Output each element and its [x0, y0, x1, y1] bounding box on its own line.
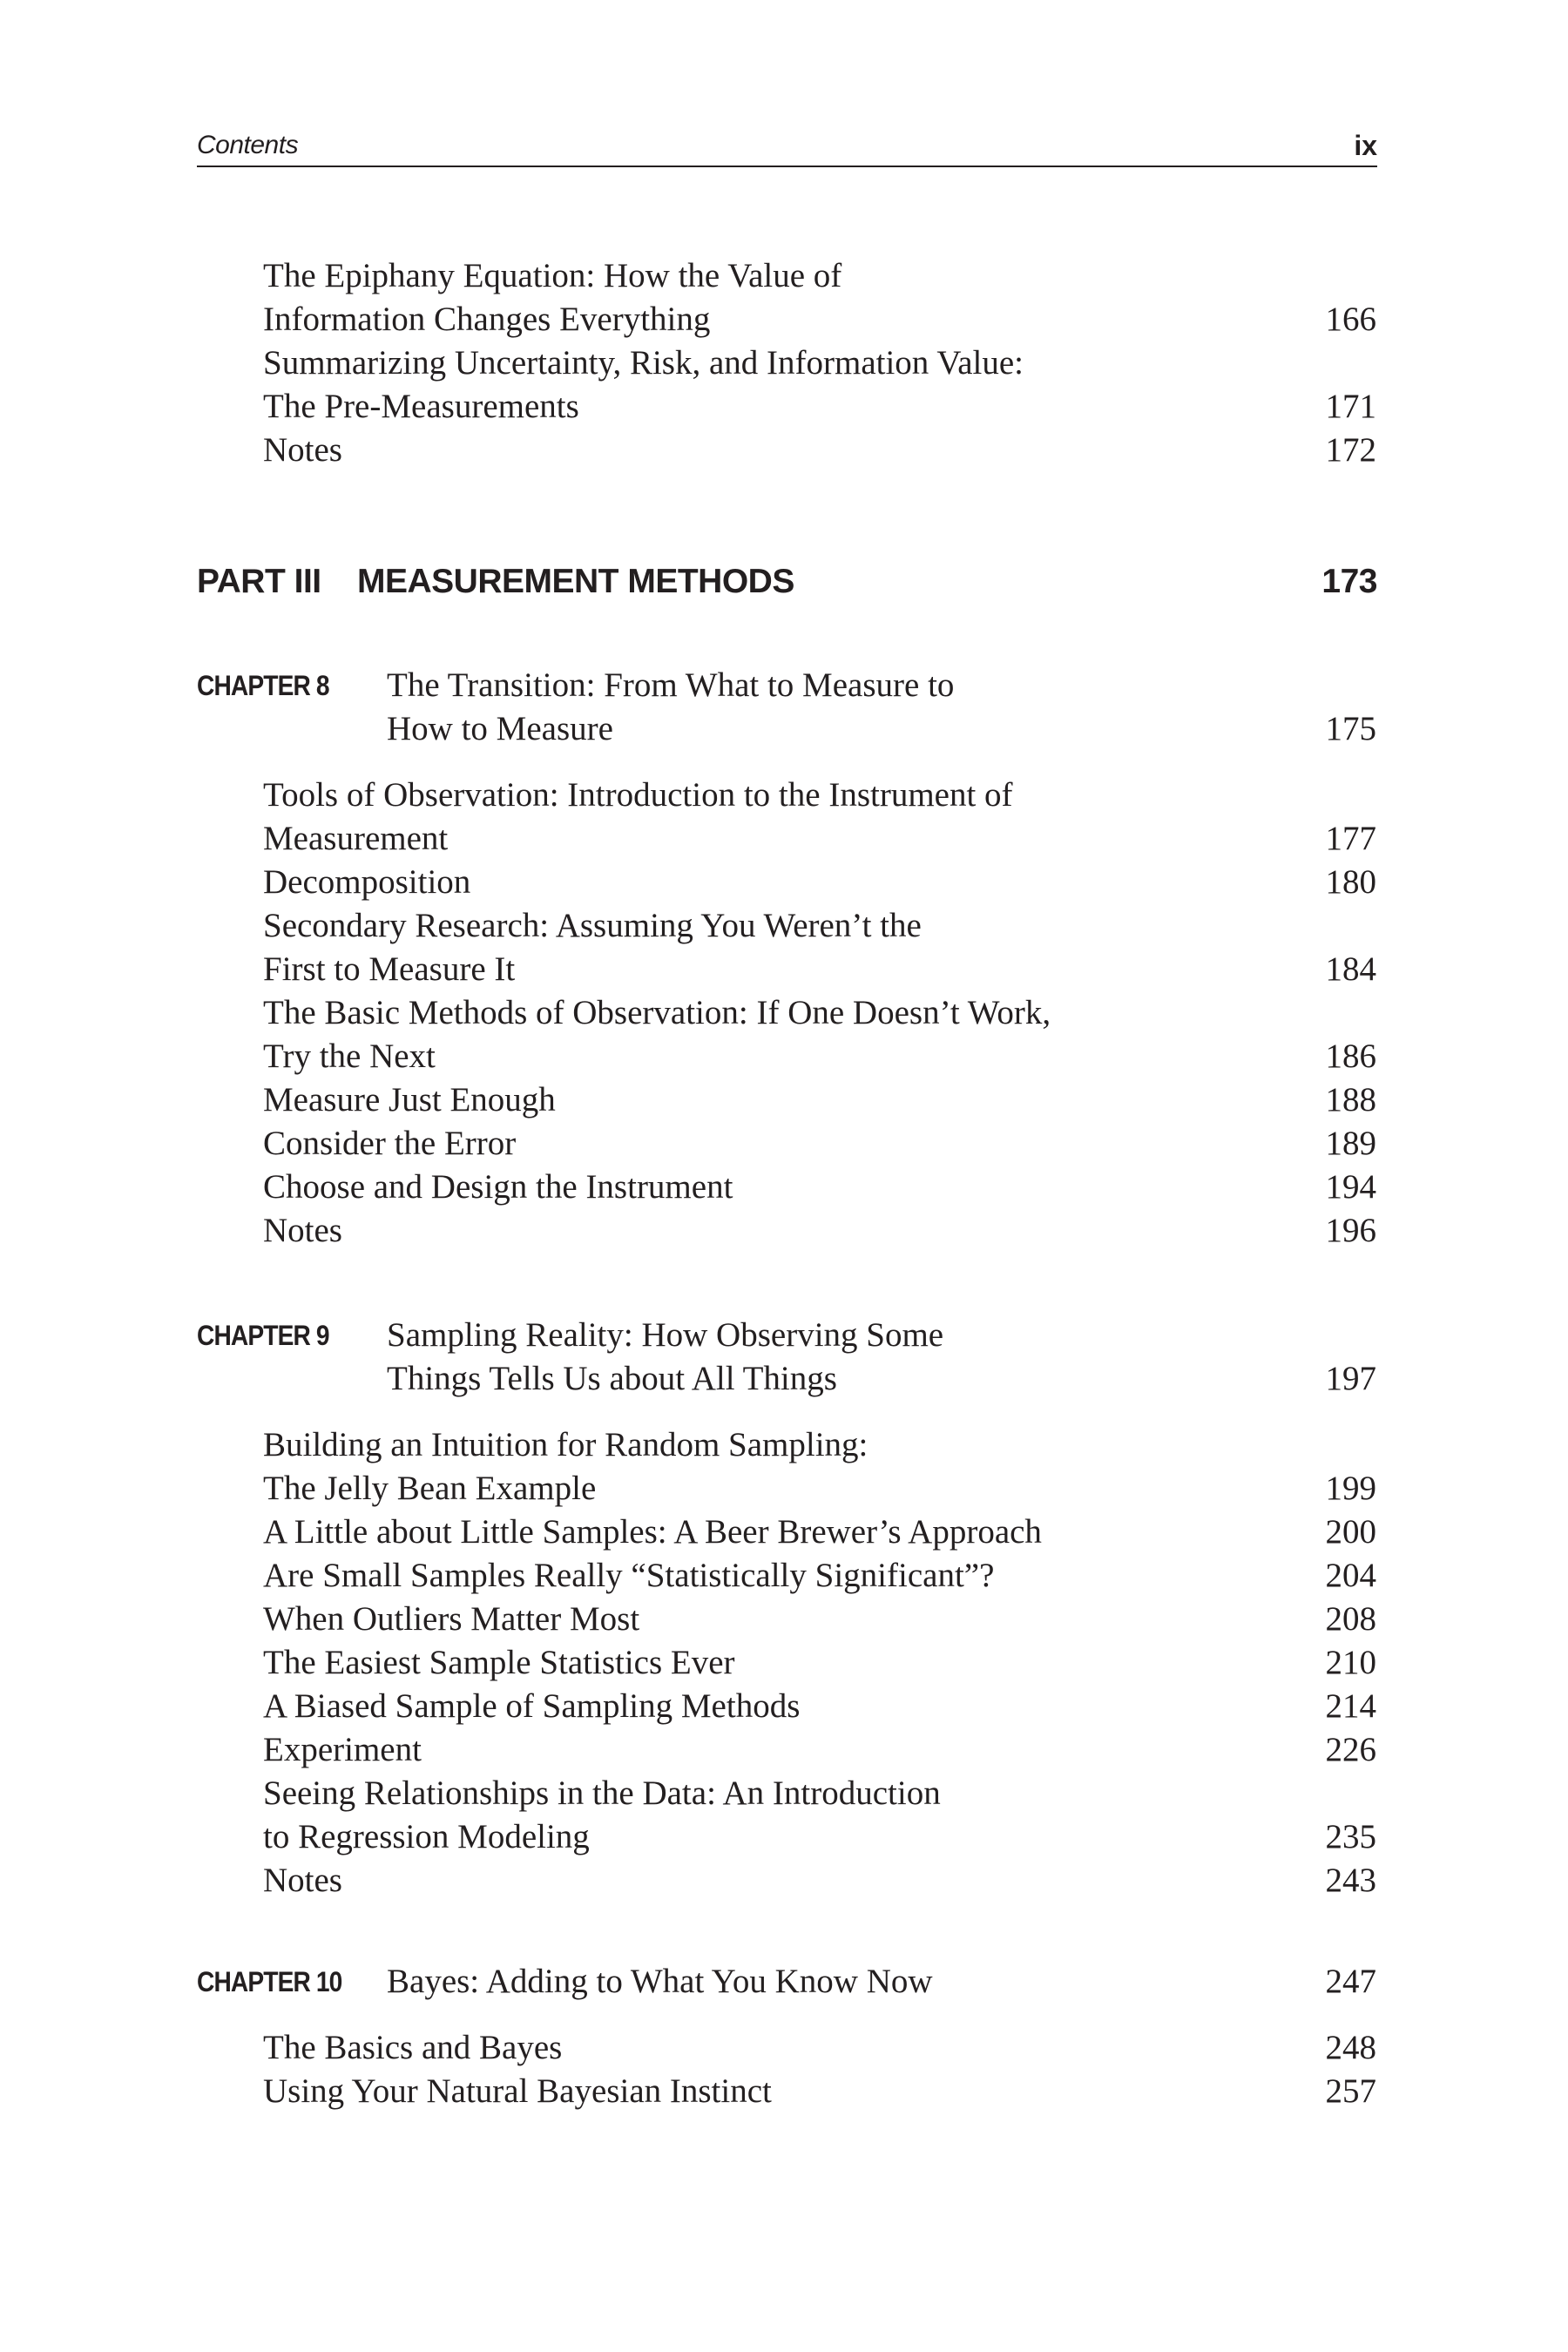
- entry-page-number: 166: [1325, 301, 1376, 338]
- entry-page-number: 199: [1325, 1470, 1376, 1507]
- entry-title-line: First to Measure It: [263, 950, 516, 988]
- entry-page-number: 171: [1325, 388, 1376, 425]
- entry-page-number: 188: [1325, 1081, 1376, 1119]
- entry-title-line: Choose and Design the Instrument: [263, 1168, 733, 1206]
- entry-page-number: 210: [1325, 1644, 1376, 1681]
- entry-page-number: 214: [1325, 1687, 1376, 1725]
- part-heading: [197, 556, 1377, 608]
- entry-title-line: Measure Just Enough: [263, 1081, 556, 1119]
- entry-page-number: 204: [1325, 1557, 1376, 1594]
- entry-title-line: The Jelly Bean Example: [263, 1470, 597, 1507]
- chapter-label: CHAPTER 8: [197, 670, 329, 701]
- chapter-title-line: The Transition: From What to Measure to: [387, 666, 955, 704]
- entry-page-number: 200: [1325, 1513, 1376, 1551]
- entry-title-line: Secondary Research: Assuming You Weren’t the: [263, 907, 922, 944]
- entry-title-line: The Easiest Sample Statistics Ever: [263, 1644, 735, 1681]
- entry-title-line: Consider the Error: [263, 1125, 517, 1162]
- entry-page-number: 248: [1325, 2029, 1376, 2066]
- entry-title-line: Building an Intuition for Random Sampling:: [263, 1426, 868, 1463]
- entry-title-line: Experiment: [263, 1731, 422, 1768]
- entry-title-line: The Pre-Measurements: [263, 388, 579, 425]
- chapter-page-number: 247: [1325, 1963, 1376, 2000]
- entry-page-number: 186: [1325, 1037, 1376, 1075]
- running-head-section: Contents: [197, 131, 299, 159]
- chapter-label: CHAPTER 10: [197, 1966, 342, 1997]
- entry-title-line: Summarizing Uncertainty, Risk, and Information Value:: [263, 344, 1024, 382]
- entry-title-line: The Epiphany Equation: How the Value of: [263, 257, 842, 294]
- entry-title-line: to Regression Modeling: [263, 1818, 590, 1855]
- part-label: PART III: [197, 563, 321, 600]
- entry-title-line: Using Your Natural Bayesian Instinct: [263, 2072, 772, 2110]
- chapter-label: CHAPTER 9: [197, 1320, 329, 1351]
- entry-page-number: 226: [1325, 1731, 1376, 1768]
- entry-page-number: 194: [1325, 1168, 1376, 1206]
- entry-title-line: Information Changes Everything: [263, 301, 711, 338]
- entry-page-number: 243: [1325, 1862, 1376, 1899]
- entry-page-number: 235: [1325, 1818, 1376, 1855]
- entry-title-line: Notes: [263, 1212, 342, 1249]
- entry-page-number: 184: [1325, 950, 1376, 988]
- chapter-page-number: 197: [1325, 1360, 1376, 1397]
- chapter-title-line: How to Measure: [387, 710, 613, 747]
- entry-title-line: Try the Next: [263, 1037, 436, 1075]
- part-page-number: 173: [1321, 563, 1377, 600]
- entry-title-line: Seeing Relationships in the Data: An Introduction: [263, 1774, 941, 1812]
- entry-page-number: 208: [1325, 1600, 1376, 1638]
- entry-title-line: Notes: [263, 1862, 342, 1899]
- part-title: MEASUREMENT METHODS: [357, 563, 794, 600]
- entry-title-line: Notes: [263, 431, 342, 469]
- entry-title-line: Are Small Samples Really “Statistically Significant”?: [263, 1557, 995, 1594]
- entry-title-line: Tools of Observation: Introduction to the Instrument of: [263, 776, 1013, 814]
- entry-page-number: 189: [1325, 1125, 1376, 1162]
- running-head-page-number: ix: [1354, 130, 1377, 161]
- chapter-title-line: Sampling Reality: How Observing Some: [387, 1316, 944, 1354]
- chapter-title-line: Bayes: Adding to What You Know Now: [387, 1963, 933, 2000]
- entry-title-line: When Outliers Matter Most: [263, 1600, 640, 1638]
- running-head: [197, 127, 1377, 167]
- chapter-page-number: 175: [1325, 710, 1376, 747]
- entry-page-number: 172: [1325, 431, 1376, 469]
- entry-title-line: Decomposition: [263, 863, 471, 901]
- entry-title-line: A Biased Sample of Sampling Methods: [263, 1687, 801, 1725]
- entry-title-line: The Basics and Bayes: [263, 2029, 563, 2066]
- entry-title-line: A Little about Little Samples: A Beer Brewer’s Approach: [263, 1513, 1042, 1551]
- entry-title-line: Measurement: [263, 820, 449, 857]
- entry-title-line: The Basic Methods of Observation: If One Doesn’t Work,: [263, 994, 1051, 1031]
- entry-page-number: 180: [1325, 863, 1376, 901]
- entry-page-number: 257: [1325, 2072, 1376, 2110]
- entry-page-number: 196: [1325, 1212, 1376, 1249]
- entry-page-number: 177: [1325, 820, 1376, 857]
- chapter-title-line: Things Tells Us about All Things: [387, 1360, 837, 1397]
